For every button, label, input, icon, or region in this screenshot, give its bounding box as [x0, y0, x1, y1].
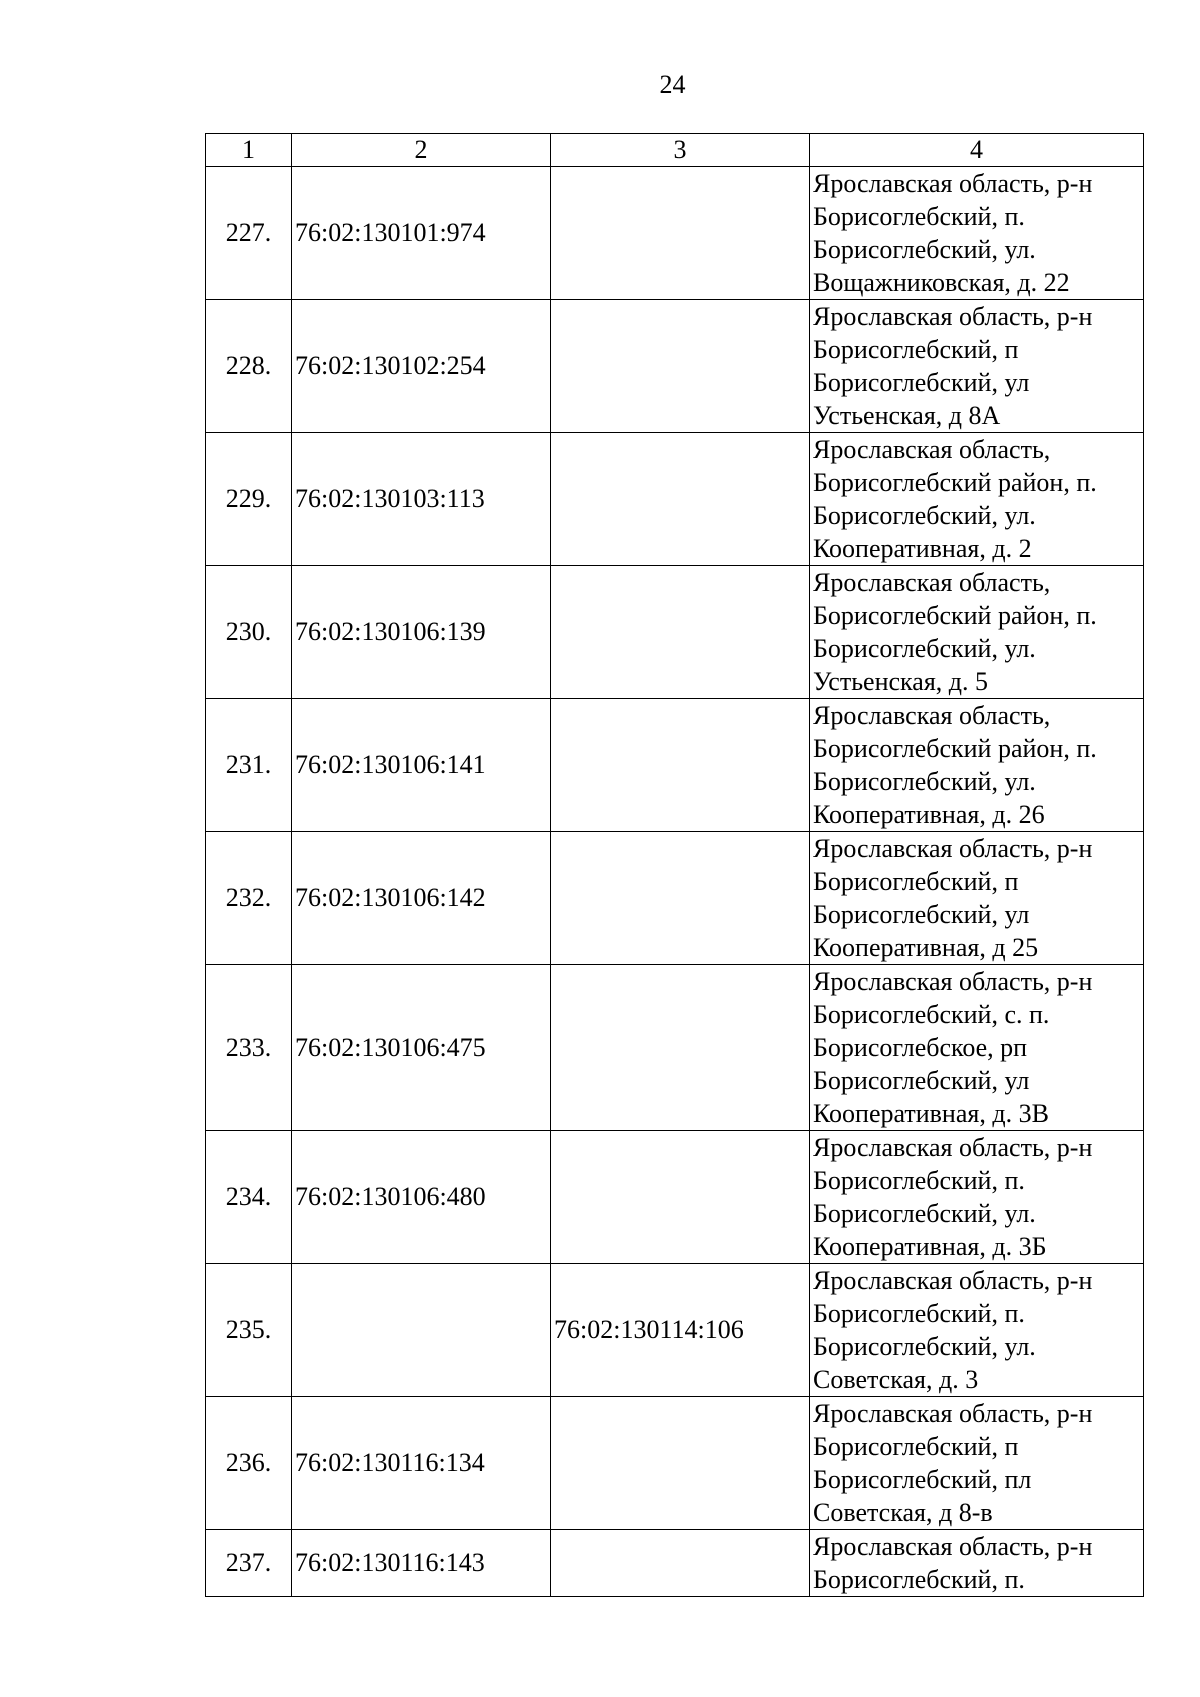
- address: Ярославская область, Борисоглебский район, п. Борисоглебский, ул. Кооперативная, д. 26: [810, 699, 1144, 832]
- table-row: [206, 300, 1144, 433]
- cadastral-number: 76:02:130103:113: [292, 433, 551, 566]
- cadastral-number: 76:02:130106:141: [292, 699, 551, 832]
- row-number: 227.: [206, 167, 292, 300]
- table-row: [206, 566, 1144, 699]
- table-row: [206, 167, 1144, 300]
- address: Ярославская область, р-н Борисоглебский, с. п. Борисоглебское, рп Борисоглебский, ул Кооперативная, д. 3В: [810, 965, 1144, 1131]
- table-row: [206, 433, 1144, 566]
- cadastral-number-alt: [551, 300, 810, 433]
- row-number: 230.: [206, 566, 292, 699]
- address: Ярославская область, р-н Борисоглебский, п. Борисоглебский, ул. Советская, д. 3: [810, 1264, 1144, 1397]
- cadastral-number: [292, 1264, 551, 1397]
- address: Ярославская область, Борисоглебский район, п. Борисоглебский, ул. Кооперативная, д. 2: [810, 433, 1144, 566]
- row-number: 228.: [206, 300, 292, 433]
- row-number: 232.: [206, 832, 292, 965]
- cadastral-number: 76:02:130106:475: [292, 965, 551, 1131]
- cadastral-number: 76:02:130116:134: [292, 1397, 551, 1530]
- address: Ярославская область, р-н Борисоглебский, п.: [810, 1530, 1144, 1597]
- address: Ярославская область, р-н Борисоглебский, п Борисоглебский, ул Устьенская, д 8А: [810, 300, 1144, 433]
- row-number: 237.: [206, 1530, 292, 1597]
- page-number: 24: [659, 70, 686, 99]
- cadastral-number: 76:02:130106:139: [292, 566, 551, 699]
- table-body: [206, 167, 1144, 1597]
- row-number: 229.: [206, 433, 292, 566]
- address: Ярославская область, р-н Борисоглебский, п Борисоглебский, ул Кооперативная, д 25: [810, 832, 1144, 965]
- cadastral-number-alt: [551, 1131, 810, 1264]
- address: Ярославская область, р-н Борисоглебский, п Борисоглебский, пл Советская, д 8-в: [810, 1397, 1144, 1530]
- table-row: [206, 965, 1144, 1131]
- cadastral-number: 76:02:130116:143: [292, 1530, 551, 1597]
- header-col-1: 1: [206, 134, 292, 167]
- table-row: [206, 1397, 1144, 1530]
- registry-table: [205, 133, 1144, 1597]
- cadastral-number: 76:02:130106:480: [292, 1131, 551, 1264]
- row-number: 235.: [206, 1264, 292, 1397]
- table-row: [206, 1264, 1144, 1397]
- header-col-2: 2: [292, 134, 551, 167]
- header-col-4: 4: [810, 134, 1144, 167]
- table-row: [206, 832, 1144, 965]
- cadastral-number-alt: [551, 1397, 810, 1530]
- table-header: [206, 134, 1144, 167]
- cadastral-number: 76:02:130102:254: [292, 300, 551, 433]
- cadastral-number-alt: [551, 965, 810, 1131]
- cadastral-number-alt: [551, 699, 810, 832]
- row-number: 234.: [206, 1131, 292, 1264]
- address: Ярославская область, Борисоглебский район, п. Борисоглебский, ул. Устьенская, д. 5: [810, 566, 1144, 699]
- address: Ярославская область, р-н Борисоглебский, п. Борисоглебский, ул. Вощажниковская, д. 22: [810, 167, 1144, 300]
- table-row: [206, 1530, 1144, 1597]
- table-row: [206, 699, 1144, 832]
- cadastral-number-alt: [551, 167, 810, 300]
- row-number: 231.: [206, 699, 292, 832]
- header-col-3: 3: [551, 134, 810, 167]
- cadastral-number-alt: [551, 1530, 810, 1597]
- cadastral-number-alt: [551, 832, 810, 965]
- address: Ярославская область, р-н Борисоглебский, п. Борисоглебский, ул. Кооперативная, д. 3Б: [810, 1131, 1144, 1264]
- cadastral-number-alt: [551, 433, 810, 566]
- row-number: 233.: [206, 965, 292, 1131]
- cadastral-number-alt: [551, 566, 810, 699]
- cadastral-number-alt: 76:02:130114:106: [551, 1264, 810, 1397]
- table-row: [206, 1131, 1144, 1264]
- row-number: 236.: [206, 1397, 292, 1530]
- cadastral-number: 76:02:130101:974: [292, 167, 551, 300]
- cadastral-number: 76:02:130106:142: [292, 832, 551, 965]
